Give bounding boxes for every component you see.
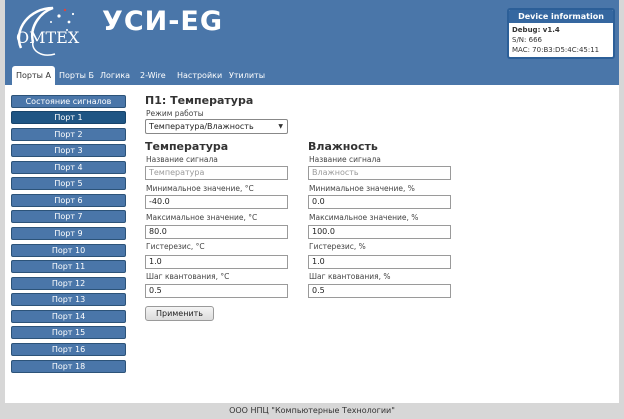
mode-label: Режим работы <box>146 109 204 118</box>
apply-button[interactable]: Применить <box>145 306 214 321</box>
sidebar-item-port-12[interactable]: Порт 12 <box>11 277 126 290</box>
temp-min-input[interactable]: -40.0 <box>145 195 288 209</box>
tab-ports-b[interactable]: Порты Б <box>59 71 94 80</box>
mode-select-value: Температура/Влажность <box>149 122 254 131</box>
device-info-title: Device information <box>509 10 613 23</box>
device-info-panel <box>507 8 615 59</box>
tab-2wire[interactable]: 2-Wire <box>140 71 166 80</box>
sidebar-item-port-11[interactable]: Порт 11 <box>11 260 126 273</box>
sidebar-item-signal-status[interactable]: Состояние сигналов <box>11 95 126 108</box>
tab-logic[interactable]: Логика <box>100 71 131 80</box>
footer: ООО НПЦ "Компьютерные Технологии" <box>5 403 619 419</box>
hum-min-label: Минимальное значение, % <box>309 184 415 193</box>
app-title: УСИ-EG <box>102 6 224 37</box>
mac-address: MAC: 70:B3:D5:4C:45:11 <box>512 46 600 54</box>
temp-max-label: Максимальное значение, °С <box>146 213 258 222</box>
hum-max-label: Максимальное значение, % <box>309 213 419 222</box>
serial-number: S/N: 666 <box>512 36 542 44</box>
sidebar-item-port-4[interactable]: Порт 4 <box>11 161 126 174</box>
tab-ports-a[interactable]: Порты А <box>12 66 55 85</box>
sidebar-item-port-6[interactable]: Порт 6 <box>11 194 126 207</box>
header <box>5 0 619 66</box>
section-title: П1: Температура <box>145 94 254 107</box>
temp-step-label: Шаг квантования, °С <box>146 272 230 281</box>
tab-utilities[interactable]: Утилиты <box>229 71 266 80</box>
humidity-title: Влажность <box>308 140 378 153</box>
mode-select[interactable] <box>145 119 288 134</box>
chevron-down-icon: ▼ <box>278 123 283 130</box>
sidebar-item-port-1[interactable]: Порт 1 <box>11 111 126 124</box>
sidebar-item-port-5[interactable]: Порт 5 <box>11 177 126 190</box>
sidebar-item-port-3[interactable]: Порт 3 <box>11 144 126 157</box>
hum-hyst-label: Гистерезис, % <box>309 242 366 251</box>
temp-step-input[interactable]: 0.5 <box>145 284 288 298</box>
sidebar-item-port-10[interactable]: Порт 10 <box>11 244 126 257</box>
sidebar-item-port-18[interactable]: Порт 18 <box>11 360 126 373</box>
hum-step-input[interactable]: 0.5 <box>308 284 451 298</box>
logo-text: OMTEX <box>16 28 80 47</box>
hum-name-label: Название сигнала <box>309 155 381 164</box>
sidebar-item-port-16[interactable]: Порт 16 <box>11 343 126 356</box>
temperature-title: Температура <box>145 140 229 153</box>
hum-min-input[interactable]: 0.0 <box>308 195 451 209</box>
right-border <box>619 0 624 419</box>
temp-name-input[interactable]: Температура <box>145 166 288 180</box>
temp-name-label: Название сигнала <box>146 155 218 164</box>
debug-version: Debug: v1.4 <box>512 26 560 34</box>
hum-hyst-input[interactable]: 1.0 <box>308 255 451 269</box>
hum-max-input[interactable]: 100.0 <box>308 225 451 239</box>
sidebar-item-port-15[interactable]: Порт 15 <box>11 326 126 339</box>
hum-name-input[interactable]: Влажность <box>308 166 451 180</box>
temp-min-label: Минимальное значение, °С <box>146 184 254 193</box>
temp-hyst-label: Гистерезис, °С <box>146 242 205 251</box>
sidebar-item-port-14[interactable]: Порт 14 <box>11 310 126 323</box>
sidebar-item-port-13[interactable]: Порт 13 <box>11 293 126 306</box>
temp-max-input[interactable]: 80.0 <box>145 225 288 239</box>
sidebar-item-port-2[interactable]: Порт 2 <box>11 128 126 141</box>
tab-settings[interactable]: Настройки <box>177 71 223 80</box>
sidebar-item-port-9[interactable]: Порт 9 <box>11 227 126 240</box>
temp-hyst-input[interactable]: 1.0 <box>145 255 288 269</box>
hum-step-label: Шаг квантования, % <box>309 272 391 281</box>
sidebar-item-port-7[interactable]: Порт 7 <box>11 210 126 223</box>
